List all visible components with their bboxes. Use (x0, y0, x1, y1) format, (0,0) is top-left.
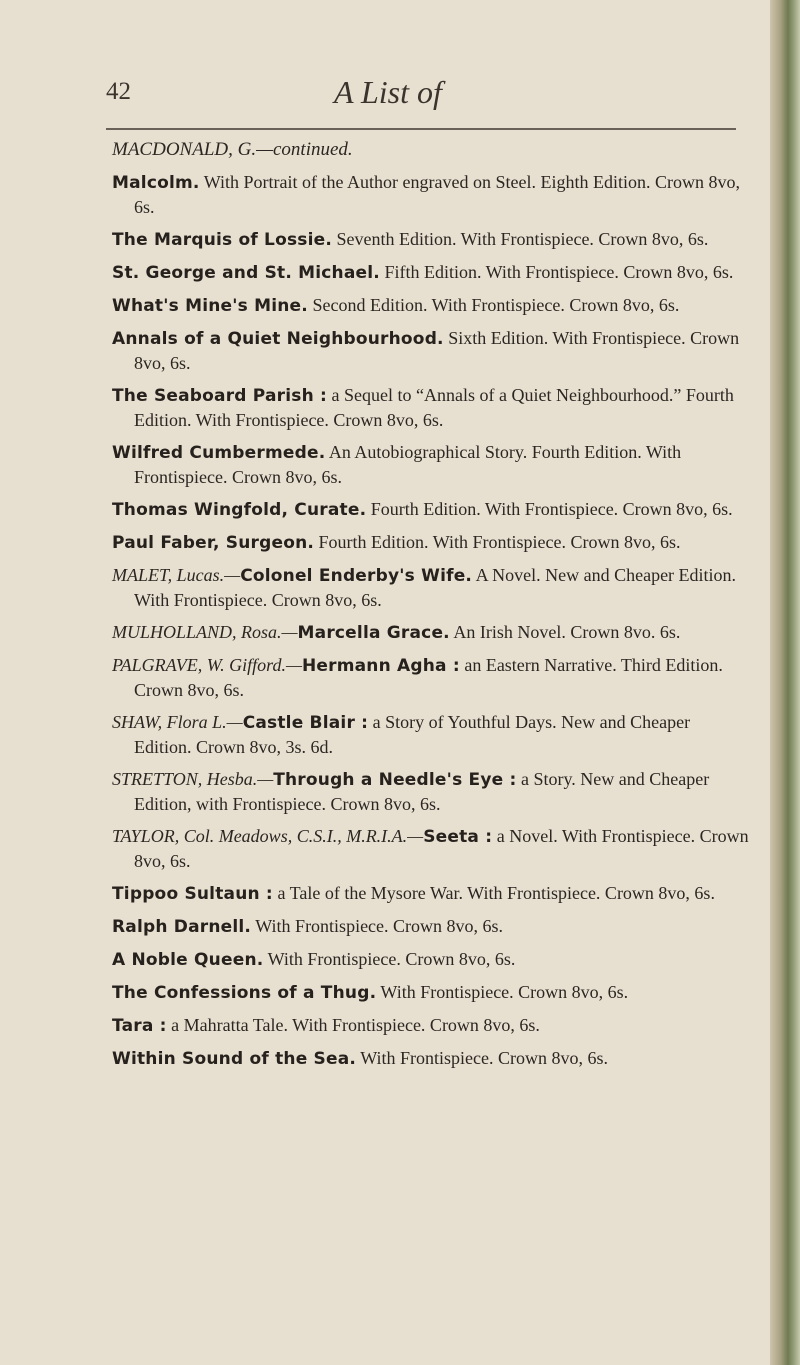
running-title: A List of (334, 74, 442, 110)
entry-details: Sixth Edition. With Frontispiece. Crown 8vo, 6s. (134, 328, 740, 373)
catalogue-entry (112, 383, 752, 432)
entry-title: Paul Faber, Surgeon. (112, 533, 315, 553)
entry-details: Seventh Edition. With Frontispiece. Crown 8vo, 6s. (336, 229, 709, 249)
entry-details: a Sequel to “Annals of a Quiet Neighbourhood.” Fourth Edition. With Frontispiece. Crown 8vo, 6s. (134, 385, 734, 430)
catalogue-entry (112, 824, 752, 873)
entry-title: Seeta : (423, 827, 493, 847)
catalogue-entry (112, 653, 752, 702)
header-rule (106, 128, 736, 130)
entry-details: Fourth Edition. With Frontispiece. Crown 8vo, 6s. (370, 499, 733, 519)
catalogue-entry (112, 620, 752, 645)
entry-details: An Irish Novel. Crown 8vo. 6s. (453, 622, 681, 642)
entry-details: an Eastern Narrative. Third Edition. Crown 8vo, 6s. (134, 655, 723, 700)
entry-details: With Frontispiece. Crown 8vo, 6s. (255, 916, 504, 936)
catalogue-entry (112, 710, 752, 759)
entry-details: a Story of Youthful Days. New and Cheaper Edition. Crown 8vo, 3s. 6d. (134, 712, 691, 757)
entry-title: Thomas Wingfold, Curate. (112, 500, 367, 520)
catalogue-entry (112, 440, 752, 489)
catalogue-list (112, 137, 752, 1079)
catalogue-entry (112, 980, 752, 1005)
entry-details: An Autobiographical Story. Fourth Edition. With Frontispiece. Crown 8vo, 6s. (134, 442, 682, 487)
entry-title: The Confessions of a Thug. (112, 983, 377, 1003)
entry-title: Tippoo Sultaun : (112, 884, 273, 904)
catalogue-entry (112, 947, 752, 972)
entry-title: The Marquis of Lossie. (112, 230, 333, 250)
catalogue-entry (112, 1046, 752, 1071)
entry-title: Hermann Agha : (301, 656, 460, 676)
entry-author: STRETTON, Hesba.— (112, 769, 274, 789)
catalogue-entry (112, 1013, 752, 1038)
entry-details: Fourth Edition. With Frontispiece. Crown 8vo, 6s. (318, 532, 681, 552)
entry-title: Malcolm. (112, 173, 200, 193)
entry-details: Second Edition. With Frontispiece. Crown 8vo, 6s. (312, 295, 680, 315)
entry-details: a Mahratta Tale. With Frontispiece. Crown 8vo, 6s. (171, 1015, 540, 1035)
entry-title: A Noble Queen. (112, 950, 264, 970)
entry-details: a Tale of the Mysore War. With Frontispiece. Crown 8vo, 6s. (277, 883, 715, 903)
catalogue-entry (112, 227, 752, 252)
page-header (0, 74, 770, 118)
entry-details: A Novel. New and Cheaper Edition. With Frontispiece. Crown 8vo, 6s. (134, 565, 737, 610)
entry-title: St. George and St. Michael. (112, 263, 380, 283)
catalogue-entry (112, 563, 752, 612)
entry-details: With Frontispiece. Crown 8vo, 6s. (267, 949, 516, 969)
page-edge (770, 0, 800, 1365)
section-heading: MACDONALD, G.—continued. (112, 139, 353, 160)
entry-author: SHAW, Flora L.— (112, 712, 243, 732)
entries-container (112, 170, 752, 1071)
catalogue-entry (112, 326, 752, 375)
entry-author: PALGRAVE, W. Gifford.— (112, 655, 302, 675)
catalogue-entry (112, 767, 752, 816)
entry-title: Through a Needle's Eye : (273, 770, 517, 790)
entry-title: The Seaboard Parish : (112, 386, 328, 406)
catalogue-entry (112, 170, 752, 219)
entry-author: MALET, Lucas.— (112, 565, 241, 585)
entry-title: Annals of a Quiet Neighbourhood. (112, 329, 444, 349)
entry-title: Ralph Darnell. (112, 917, 252, 937)
entry-details: With Frontispiece. Crown 8vo, 6s. (360, 1048, 608, 1068)
page-number: 42 (106, 78, 131, 105)
entry-details: With Portrait of the Author engraved on Steel. Eighth Edition. Crown 8vo, 6s. (134, 172, 740, 217)
catalogue-entry (112, 497, 752, 522)
entry-title: Tara : (112, 1016, 167, 1036)
entry-title: What's Mine's Mine. (112, 296, 308, 316)
entry-details: a Story. New and Cheaper Edition, with Frontispiece. Crown 8vo, 6s. (134, 769, 710, 814)
entry-title: Marcella Grace. (297, 623, 450, 643)
entry-author: MULHOLLAND, Rosa.— (112, 622, 298, 642)
entry-title: Wilfred Cumbermede. (112, 443, 326, 463)
entry-details: With Frontispiece. Crown 8vo, 6s. (380, 982, 629, 1002)
entry-author: TAYLOR, Col. Meadows, C.S.I., M.R.I.A.— (112, 826, 424, 846)
entry-details: Fifth Edition. With Frontispiece. Crown 8vo, 6s. (384, 262, 734, 282)
entry-title: Within Sound of the Sea. (112, 1049, 357, 1069)
catalogue-entry (112, 530, 752, 555)
entry-title: Colonel Enderby's Wife. (240, 566, 473, 586)
catalogue-entry (112, 914, 752, 939)
entry-title: Castle Blair : (242, 713, 369, 733)
catalogue-entry (112, 293, 752, 318)
entry-details: a Novel. With Frontispiece. Crown 8vo, 6s. (134, 826, 749, 871)
catalogue-entry (112, 881, 752, 906)
catalogue-entry (112, 260, 752, 285)
